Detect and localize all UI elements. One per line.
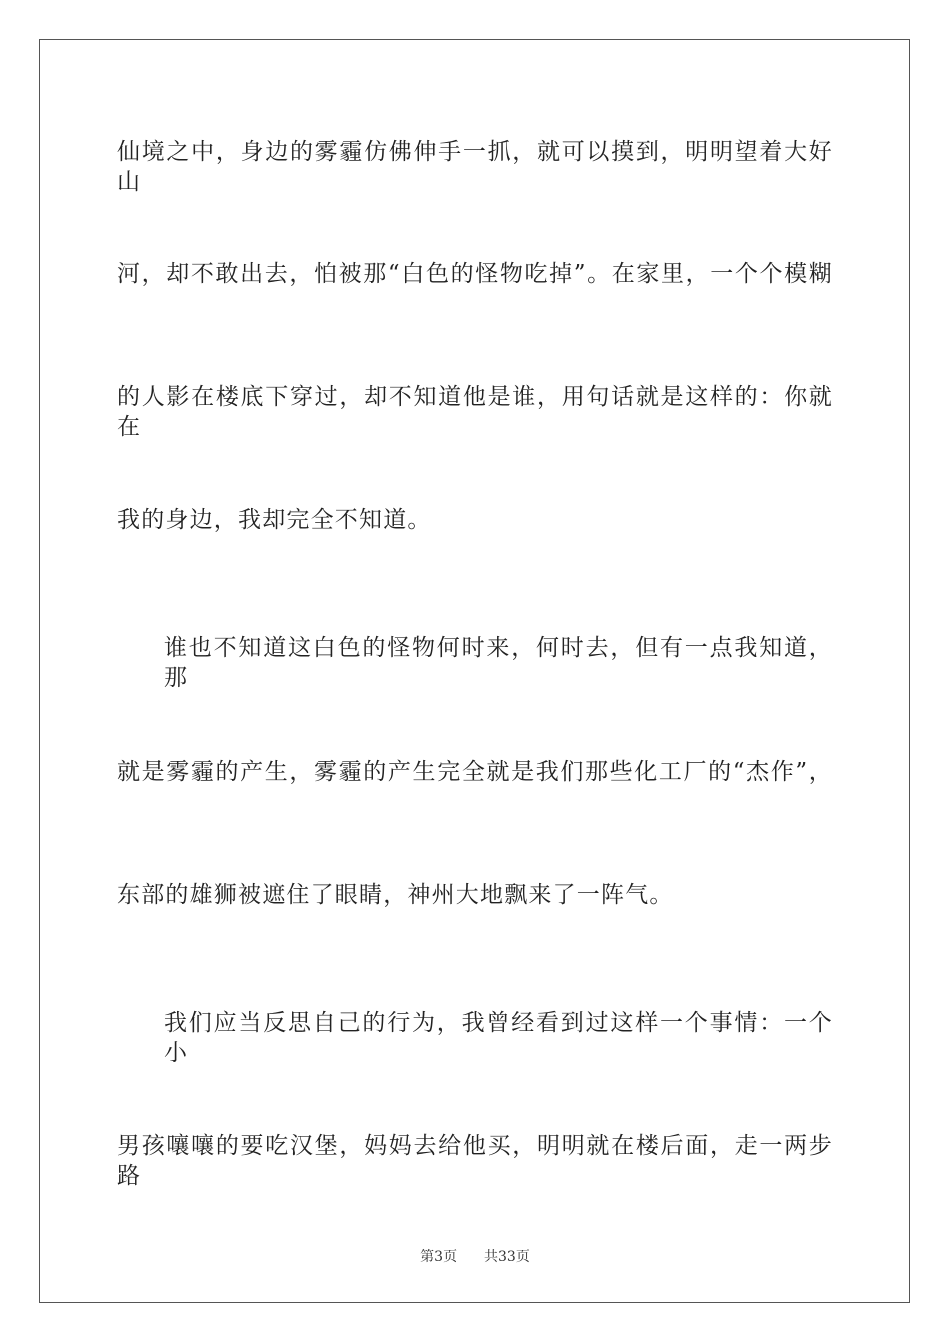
page-total: 共33页 bbox=[484, 1249, 530, 1265]
text-line-3: 的人影在楼底下穿过，却不知道他是谁，用句话就是这样的：你就在 bbox=[117, 384, 833, 440]
text-line-4: 我的身边，我却完全不知道。 bbox=[117, 507, 432, 533]
text-line-9: 男孩嚷嚷的要吃汉堡，妈妈去给他买，明明就在楼后面，走一两步路 bbox=[117, 1133, 833, 1189]
page-footer bbox=[0, 1247, 950, 1267]
text-line-1: 仙境之中，身边的雾霾仿佛伸手一抓，就可以摸到，明明望着大好山 bbox=[117, 139, 833, 195]
text-line-8: 我们应当反思自己的行为，我曾经看到过这样一个事情：一个小 bbox=[164, 1010, 833, 1066]
text-line-6: 就是雾霾的产生，雾霾的产生完全就是我们那些化工厂的“杰作”， bbox=[117, 759, 833, 785]
text-line-7: 东部的雄狮被遮住了眼睛，神州大地飘来了一阵气。 bbox=[117, 882, 674, 908]
text-line-2: 河，却不敢出去，怕被那“白色的怪物吃掉”。在家里，一个个模糊 bbox=[117, 261, 833, 287]
text-line-5: 谁也不知道这白色的怪物何时来，何时去，但有一点我知道，那 bbox=[164, 635, 833, 691]
page-number: 第3页 bbox=[420, 1249, 458, 1265]
